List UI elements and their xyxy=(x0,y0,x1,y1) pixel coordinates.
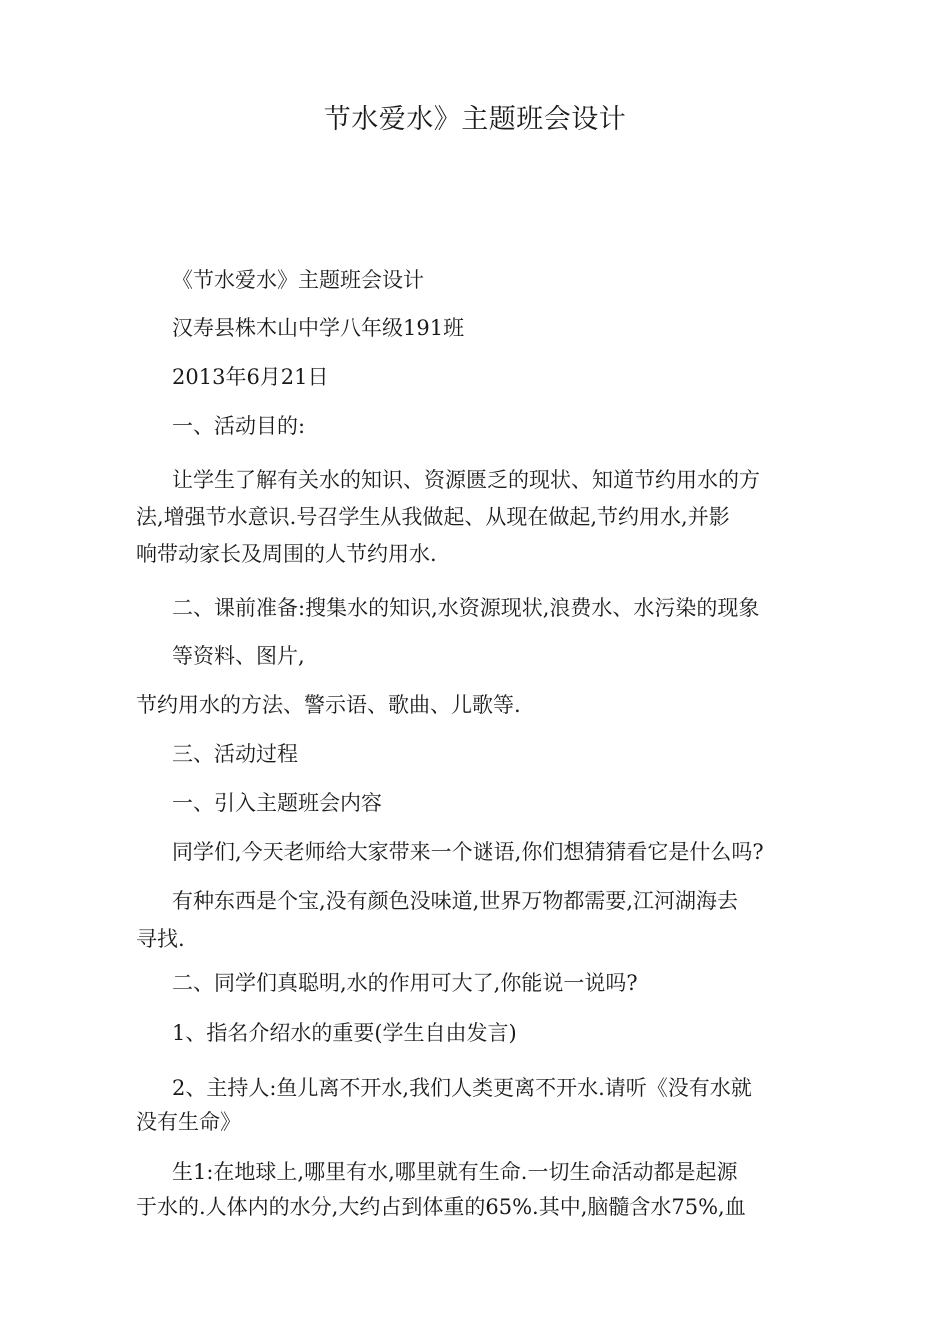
school-class-line: 汉寿县株木山中学八年级191班 xyxy=(172,316,465,340)
paragraph-line: 让学生了解有关水的知识、资源匮乏的现状、知道节约用水的方 xyxy=(172,468,760,492)
paragraph-line: 寻找. xyxy=(136,927,185,951)
paragraph-line: 等资料、图片, xyxy=(172,644,305,668)
paragraph-line: 没有生命》 xyxy=(136,1110,241,1134)
paragraph-line: 法,增强节水意识.号召学生从我做起、从现在做起,节约用水,并影 xyxy=(136,505,730,529)
section-heading: 三、活动过程 xyxy=(172,742,298,766)
section-heading: 二、同学们真聪明,水的作用可大了,你能说一说吗? xyxy=(172,971,638,995)
section-heading: 一、活动目的: xyxy=(172,414,306,438)
section-heading: 二、课前准备:搜集水的知识,水资源现状,浪费水、水污染的现象 xyxy=(172,596,760,620)
date-line: 2013年6月21日 xyxy=(172,365,329,389)
heading-line: 《节水爱水》主题班会设计 xyxy=(172,268,424,292)
paragraph-line: 节约用水的方法、警示语、歌曲、儿歌等. xyxy=(136,693,521,717)
paragraph-line: 有种东西是个宝,没有颜色没味道,世界万物都需要,江河湖海去 xyxy=(172,889,739,913)
section-heading: 一、引入主题班会内容 xyxy=(172,791,382,815)
paragraph-line: 同学们,今天老师给大家带来一个谜语,你们想猜猜看它是什么吗? xyxy=(172,840,764,864)
paragraph-line: 生1:在地球上,哪里有水,哪里就有生命.一切生命活动都是起源 xyxy=(172,1160,738,1184)
document-title: 节水爱水》主题班会设计 xyxy=(323,104,627,135)
paragraph-line: 1、指名介绍水的重要(学生自由发言) xyxy=(172,1021,517,1045)
paragraph-line: 响带动家长及周围的人节约用水. xyxy=(136,542,437,566)
paragraph-line: 于水的.人体内的水分,大约占到体重的65%.其中,脑髓含水75%,血 xyxy=(136,1195,746,1219)
paragraph-line: 2、主持人:鱼儿离不开水,我们人类更离不开水.请听《没有水就 xyxy=(172,1076,752,1100)
